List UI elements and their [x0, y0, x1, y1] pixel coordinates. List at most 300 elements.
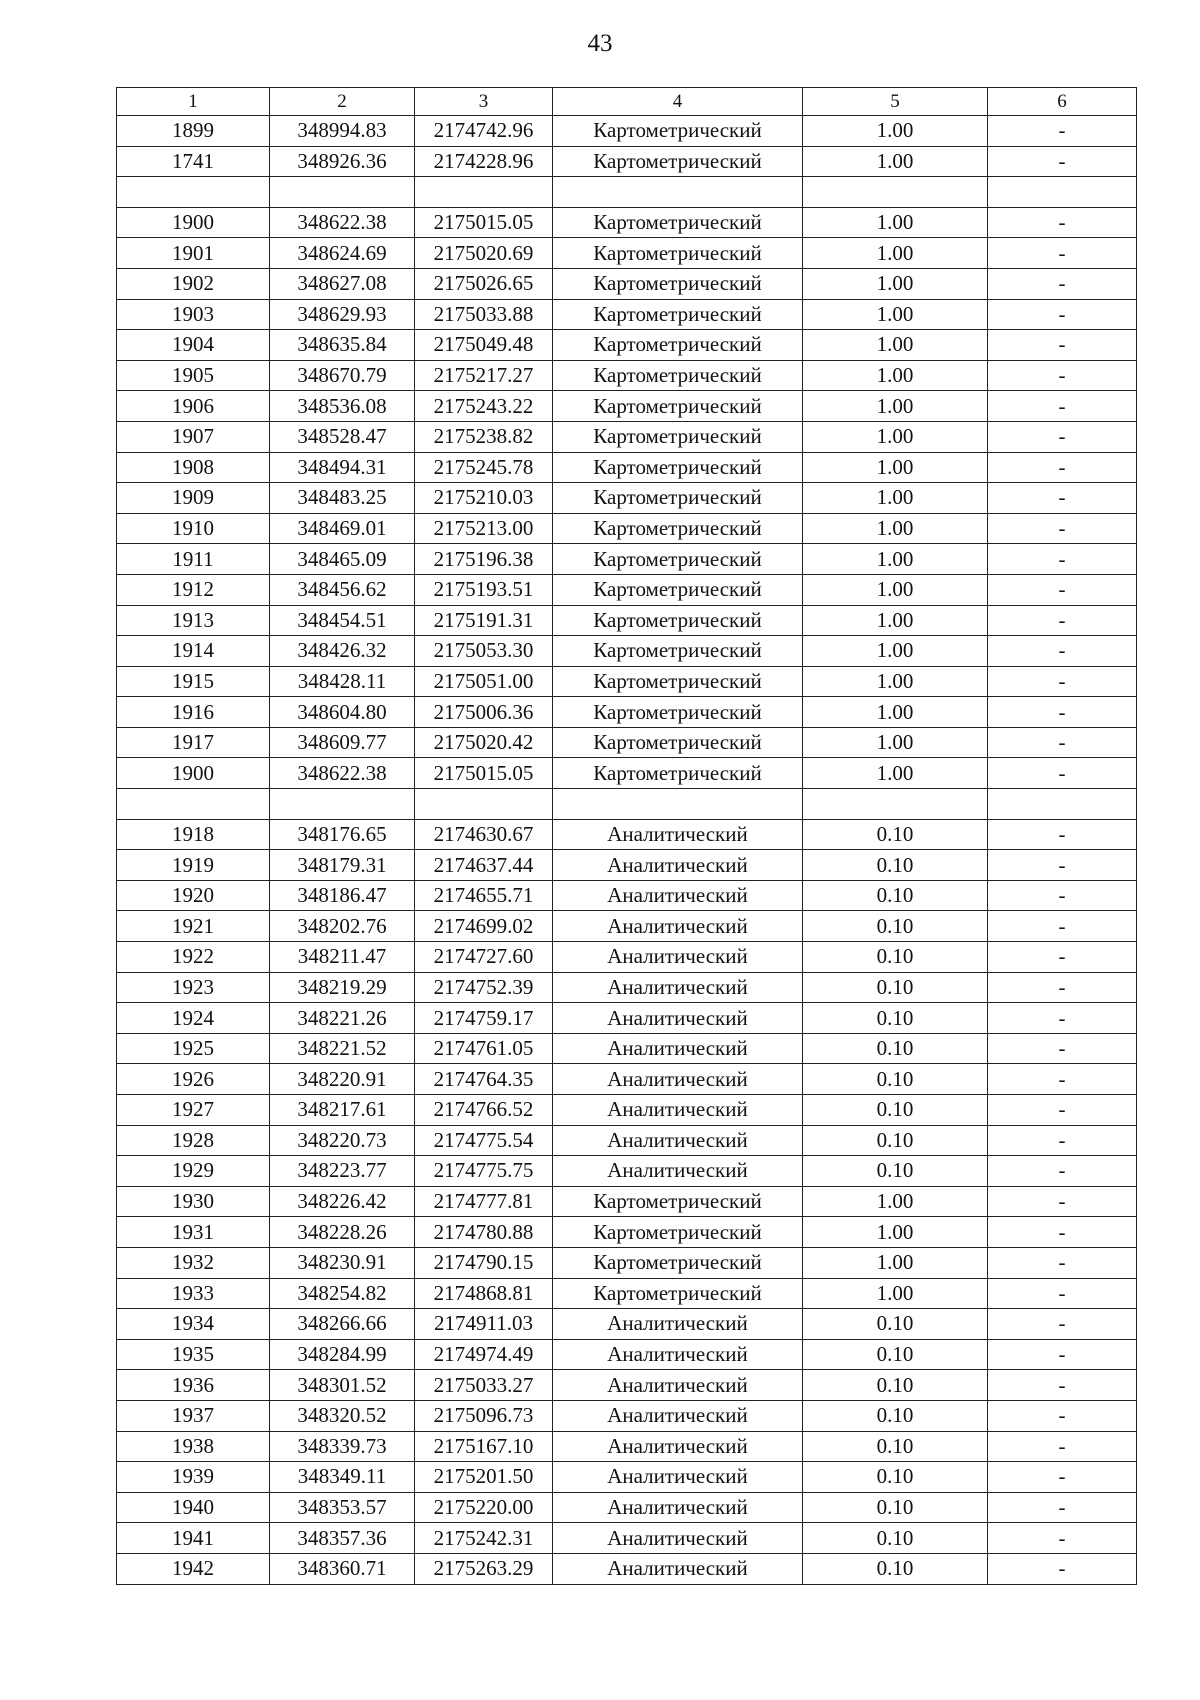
table-row [117, 1370, 1137, 1401]
table-row [117, 116, 1137, 147]
table-row [117, 268, 1137, 299]
table-row [117, 1523, 1137, 1554]
description-cell: - [988, 1370, 1137, 1401]
x-coordinate-cell: 348353.57 [270, 1492, 415, 1523]
accuracy-cell: 1.00 [803, 1247, 988, 1278]
accuracy-cell: 1.00 [803, 360, 988, 391]
description-cell: - [988, 360, 1137, 391]
method-cell: Картометрический [553, 452, 803, 483]
x-coordinate-cell: 348609.77 [270, 727, 415, 758]
y-coordinate-cell: 2175263.29 [415, 1553, 553, 1584]
description-cell: - [988, 421, 1137, 452]
y-coordinate-cell: 2175243.22 [415, 391, 553, 422]
table-row [117, 636, 1137, 667]
accuracy-cell: 1.00 [803, 666, 988, 697]
point-number-cell: 1899 [117, 116, 270, 147]
accuracy-cell: 0.10 [803, 1400, 988, 1431]
method-cell: Картометрический [553, 544, 803, 575]
x-coordinate-cell: 348454.51 [270, 605, 415, 636]
method-cell: Картометрический [553, 207, 803, 238]
accuracy-cell: 1.00 [803, 727, 988, 758]
method-cell: Картометрический [553, 697, 803, 728]
point-number-cell: 1935 [117, 1339, 270, 1370]
description-cell: - [988, 513, 1137, 544]
y-coordinate-cell: 2175220.00 [415, 1492, 553, 1523]
point-number-cell: 1929 [117, 1156, 270, 1187]
accuracy-cell: 1.00 [803, 636, 988, 667]
accuracy-cell: 0.10 [803, 1125, 988, 1156]
description-cell: - [988, 483, 1137, 514]
y-coordinate-cell: 2175210.03 [415, 483, 553, 514]
accuracy-cell: 1.00 [803, 605, 988, 636]
accuracy-cell: 0.10 [803, 1003, 988, 1034]
method-cell: Картометрический [553, 636, 803, 667]
x-coordinate-cell: 348635.84 [270, 330, 415, 361]
point-number-cell: 1942 [117, 1553, 270, 1584]
method-cell: Аналитический [553, 1033, 803, 1064]
description-cell: - [988, 574, 1137, 605]
y-coordinate-cell: 2174759.17 [415, 1003, 553, 1034]
point-number-cell: 1933 [117, 1278, 270, 1309]
description-cell: - [988, 758, 1137, 789]
method-cell: Аналитический [553, 850, 803, 881]
x-coordinate-cell: 348994.83 [270, 116, 415, 147]
method-cell: Аналитический [553, 1523, 803, 1554]
method-cell: Картометрический [553, 605, 803, 636]
x-coordinate-cell: 348220.73 [270, 1125, 415, 1156]
description-cell: - [988, 146, 1137, 177]
table-row [117, 1400, 1137, 1431]
description-cell: - [988, 1339, 1137, 1370]
x-coordinate-cell: 348622.38 [270, 207, 415, 238]
point-number-cell: 1913 [117, 605, 270, 636]
point-number-cell [117, 789, 270, 820]
accuracy-cell: 0.10 [803, 880, 988, 911]
accuracy-cell: 1.00 [803, 1186, 988, 1217]
table-row [117, 1003, 1137, 1034]
accuracy-cell: 0.10 [803, 1553, 988, 1584]
description-cell: - [988, 1278, 1137, 1309]
accuracy-cell: 1.00 [803, 207, 988, 238]
table-row [117, 911, 1137, 942]
y-coordinate-cell: 2175006.36 [415, 697, 553, 728]
x-coordinate-cell: 348230.91 [270, 1247, 415, 1278]
point-number-cell: 1915 [117, 666, 270, 697]
y-coordinate-cell: 2174775.75 [415, 1156, 553, 1187]
y-coordinate-cell: 2175245.78 [415, 452, 553, 483]
table-spacer-row [117, 789, 1137, 820]
description-cell: - [988, 880, 1137, 911]
method-cell: Картометрический [553, 1217, 803, 1248]
method-cell: Аналитический [553, 1003, 803, 1034]
x-coordinate-cell [270, 789, 415, 820]
x-coordinate-cell: 348266.66 [270, 1309, 415, 1340]
y-coordinate-cell: 2175051.00 [415, 666, 553, 697]
x-coordinate-cell: 348926.36 [270, 146, 415, 177]
point-number-cell: 1924 [117, 1003, 270, 1034]
x-coordinate-cell: 348360.71 [270, 1553, 415, 1584]
y-coordinate-cell: 2175020.69 [415, 238, 553, 269]
page-number: 43 [587, 30, 613, 57]
description-cell: - [988, 299, 1137, 330]
accuracy-cell: 1.00 [803, 513, 988, 544]
y-coordinate-cell: 2174761.05 [415, 1033, 553, 1064]
table-row [117, 207, 1137, 238]
table-row [117, 727, 1137, 758]
method-cell: Картометрический [553, 421, 803, 452]
x-coordinate-cell: 348176.65 [270, 819, 415, 850]
accuracy-cell: 0.10 [803, 1064, 988, 1095]
point-number-cell: 1927 [117, 1095, 270, 1126]
point-number-cell: 1940 [117, 1492, 270, 1523]
description-cell: - [988, 207, 1137, 238]
y-coordinate-cell: 2174868.81 [415, 1278, 553, 1309]
method-cell: Аналитический [553, 942, 803, 973]
x-coordinate-cell: 348536.08 [270, 391, 415, 422]
point-number-cell: 1941 [117, 1523, 270, 1554]
table-row [117, 299, 1137, 330]
point-number-cell: 1930 [117, 1186, 270, 1217]
point-number-cell: 1905 [117, 360, 270, 391]
description-cell [988, 177, 1137, 208]
y-coordinate-cell: 2175217.27 [415, 360, 553, 391]
point-number-cell: 1916 [117, 697, 270, 728]
description-cell: - [988, 850, 1137, 881]
table-row [117, 544, 1137, 575]
method-cell: Аналитический [553, 911, 803, 942]
x-coordinate-cell: 348528.47 [270, 421, 415, 452]
point-number-cell: 1938 [117, 1431, 270, 1462]
y-coordinate-cell: 2175096.73 [415, 1400, 553, 1431]
table-row [117, 942, 1137, 973]
point-number-cell: 1906 [117, 391, 270, 422]
method-cell: Аналитический [553, 1156, 803, 1187]
description-cell: - [988, 452, 1137, 483]
table-row [117, 513, 1137, 544]
description-cell: - [988, 605, 1137, 636]
y-coordinate-cell [415, 177, 553, 208]
y-coordinate-cell: 2174911.03 [415, 1309, 553, 1340]
method-cell: Аналитический [553, 1553, 803, 1584]
method-cell: Аналитический [553, 1125, 803, 1156]
method-cell: Картометрический [553, 758, 803, 789]
x-coordinate-cell: 348624.69 [270, 238, 415, 269]
table-row [117, 819, 1137, 850]
x-coordinate-cell: 348465.09 [270, 544, 415, 575]
point-number-cell: 1925 [117, 1033, 270, 1064]
description-cell: - [988, 942, 1137, 973]
description-cell: - [988, 1247, 1137, 1278]
point-number-cell: 1912 [117, 574, 270, 605]
accuracy-cell: 0.10 [803, 1370, 988, 1401]
table-row [117, 1217, 1137, 1248]
table-row [117, 758, 1137, 789]
method-cell [553, 789, 803, 820]
x-coordinate-cell: 348301.52 [270, 1370, 415, 1401]
accuracy-cell: 1.00 [803, 1278, 988, 1309]
y-coordinate-cell: 2174780.88 [415, 1217, 553, 1248]
description-cell: - [988, 727, 1137, 758]
table-row [117, 421, 1137, 452]
table-row [117, 1492, 1137, 1523]
y-coordinate-cell: 2174655.71 [415, 880, 553, 911]
table-body [117, 88, 1137, 1585]
y-coordinate-cell: 2175015.05 [415, 207, 553, 238]
x-coordinate-cell: 348254.82 [270, 1278, 415, 1309]
description-cell: - [988, 1186, 1137, 1217]
accuracy-cell: 0.10 [803, 1095, 988, 1126]
x-coordinate-cell: 348220.91 [270, 1064, 415, 1095]
method-cell: Картометрический [553, 483, 803, 514]
accuracy-cell: 1.00 [803, 299, 988, 330]
accuracy-cell: 1.00 [803, 238, 988, 269]
point-number-cell: 1908 [117, 452, 270, 483]
method-cell: Аналитический [553, 1339, 803, 1370]
accuracy-cell: 0.10 [803, 1339, 988, 1370]
y-coordinate-cell: 2175201.50 [415, 1462, 553, 1493]
table-row [117, 1033, 1137, 1064]
x-coordinate-cell: 348456.62 [270, 574, 415, 605]
x-coordinate-cell: 348357.36 [270, 1523, 415, 1554]
y-coordinate-cell: 2175015.05 [415, 758, 553, 789]
y-coordinate-cell: 2175242.31 [415, 1523, 553, 1554]
method-cell: Картометрический [553, 727, 803, 758]
description-cell: - [988, 238, 1137, 269]
table-row [117, 1064, 1137, 1095]
point-number-cell: 1917 [117, 727, 270, 758]
description-cell: - [988, 911, 1137, 942]
point-number-cell: 1903 [117, 299, 270, 330]
description-cell: - [988, 391, 1137, 422]
point-number-cell: 1918 [117, 819, 270, 850]
table-row [117, 1247, 1137, 1278]
accuracy-cell: 1.00 [803, 483, 988, 514]
method-cell: Аналитический [553, 1400, 803, 1431]
y-coordinate-cell: 2175033.88 [415, 299, 553, 330]
point-number-cell: 1901 [117, 238, 270, 269]
method-cell: Картометрический [553, 1186, 803, 1217]
point-number-cell: 1900 [117, 758, 270, 789]
method-cell: Аналитический [553, 1309, 803, 1340]
x-coordinate-cell: 348670.79 [270, 360, 415, 391]
y-coordinate-cell: 2174637.44 [415, 850, 553, 881]
method-cell: Аналитический [553, 1462, 803, 1493]
description-cell: - [988, 1462, 1137, 1493]
description-cell: - [988, 972, 1137, 1003]
accuracy-cell: 1.00 [803, 758, 988, 789]
accuracy-cell: 0.10 [803, 942, 988, 973]
accuracy-cell: 1.00 [803, 146, 988, 177]
description-cell: - [988, 1400, 1137, 1431]
description-cell: - [988, 1033, 1137, 1064]
x-coordinate-cell: 348228.26 [270, 1217, 415, 1248]
point-number-cell: 1909 [117, 483, 270, 514]
table-spacer-row [117, 177, 1137, 208]
point-number-cell: 1936 [117, 1370, 270, 1401]
method-cell [553, 177, 803, 208]
header-cell-3: 3 [415, 88, 553, 116]
point-number-cell: 1907 [117, 421, 270, 452]
method-cell: Аналитический [553, 1492, 803, 1523]
accuracy-cell: 1.00 [803, 268, 988, 299]
x-coordinate-cell: 348428.11 [270, 666, 415, 697]
y-coordinate-cell: 2174775.54 [415, 1125, 553, 1156]
accuracy-cell: 0.10 [803, 850, 988, 881]
x-coordinate-cell: 348226.42 [270, 1186, 415, 1217]
accuracy-cell: 1.00 [803, 452, 988, 483]
accuracy-cell: 1.00 [803, 1217, 988, 1248]
point-number-cell: 1926 [117, 1064, 270, 1095]
description-cell: - [988, 666, 1137, 697]
x-coordinate-cell: 348629.93 [270, 299, 415, 330]
description-cell: - [988, 1064, 1137, 1095]
table-row [117, 972, 1137, 1003]
header-cell-2: 2 [270, 88, 415, 116]
coordinates-table [116, 87, 1137, 1585]
description-cell: - [988, 697, 1137, 728]
method-cell: Картометрический [553, 513, 803, 544]
x-coordinate-cell: 348339.73 [270, 1431, 415, 1462]
y-coordinate-cell: 2174699.02 [415, 911, 553, 942]
y-coordinate-cell: 2175033.27 [415, 1370, 553, 1401]
point-number-cell: 1902 [117, 268, 270, 299]
method-cell: Аналитический [553, 972, 803, 1003]
x-coordinate-cell: 348211.47 [270, 942, 415, 973]
accuracy-cell: 0.10 [803, 819, 988, 850]
accuracy-cell [803, 177, 988, 208]
point-number-cell: 1937 [117, 1400, 270, 1431]
accuracy-cell: 0.10 [803, 911, 988, 942]
method-cell: Картометрический [553, 1278, 803, 1309]
table-row [117, 880, 1137, 911]
x-coordinate-cell: 348469.01 [270, 513, 415, 544]
accuracy-cell [803, 789, 988, 820]
description-cell: - [988, 1553, 1137, 1584]
table-row [117, 574, 1137, 605]
x-coordinate-cell: 348349.11 [270, 1462, 415, 1493]
y-coordinate-cell: 2175026.65 [415, 268, 553, 299]
method-cell: Картометрический [553, 391, 803, 422]
method-cell: Картометрический [553, 1247, 803, 1278]
accuracy-cell: 1.00 [803, 330, 988, 361]
x-coordinate-cell: 348219.29 [270, 972, 415, 1003]
y-coordinate-cell: 2174790.15 [415, 1247, 553, 1278]
table-row [117, 1462, 1137, 1493]
method-cell: Картометрический [553, 299, 803, 330]
x-coordinate-cell: 348223.77 [270, 1156, 415, 1187]
method-cell: Аналитический [553, 1064, 803, 1095]
accuracy-cell: 1.00 [803, 544, 988, 575]
point-number-cell: 1911 [117, 544, 270, 575]
x-coordinate-cell: 348483.25 [270, 483, 415, 514]
y-coordinate-cell: 2174752.39 [415, 972, 553, 1003]
y-coordinate-cell: 2175191.31 [415, 605, 553, 636]
header-cell-5: 5 [803, 88, 988, 116]
point-number-cell: 1900 [117, 207, 270, 238]
table-row [117, 605, 1137, 636]
table-row [117, 452, 1137, 483]
table-row [117, 850, 1137, 881]
method-cell: Картометрический [553, 574, 803, 605]
point-number-cell: 1939 [117, 1462, 270, 1493]
table-row [117, 666, 1137, 697]
description-cell: - [988, 268, 1137, 299]
point-number-cell: 1931 [117, 1217, 270, 1248]
table-row [117, 1125, 1137, 1156]
table-row [117, 1553, 1137, 1584]
method-cell: Аналитический [553, 880, 803, 911]
y-coordinate-cell: 2175238.82 [415, 421, 553, 452]
point-number-cell: 1741 [117, 146, 270, 177]
x-coordinate-cell: 348622.38 [270, 758, 415, 789]
description-cell: - [988, 1003, 1137, 1034]
description-cell: - [988, 819, 1137, 850]
accuracy-cell: 0.10 [803, 1033, 988, 1064]
x-coordinate-cell: 348217.61 [270, 1095, 415, 1126]
y-coordinate-cell: 2174727.60 [415, 942, 553, 973]
method-cell: Аналитический [553, 1431, 803, 1462]
table-row [117, 1339, 1137, 1370]
table-row [117, 1278, 1137, 1309]
description-cell: - [988, 636, 1137, 667]
table-row [117, 146, 1137, 177]
y-coordinate-cell [415, 789, 553, 820]
table-row [117, 483, 1137, 514]
y-coordinate-cell: 2175196.38 [415, 544, 553, 575]
description-cell [988, 789, 1137, 820]
description-cell: - [988, 1492, 1137, 1523]
description-cell: - [988, 330, 1137, 361]
accuracy-cell: 1.00 [803, 421, 988, 452]
method-cell: Картометрический [553, 146, 803, 177]
x-coordinate-cell: 348179.31 [270, 850, 415, 881]
method-cell: Картометрический [553, 116, 803, 147]
header-cell-6: 6 [988, 88, 1137, 116]
y-coordinate-cell: 2174766.52 [415, 1095, 553, 1126]
y-coordinate-cell: 2174764.35 [415, 1064, 553, 1095]
method-cell: Аналитический [553, 1370, 803, 1401]
method-cell: Аналитический [553, 819, 803, 850]
y-coordinate-cell: 2175020.42 [415, 727, 553, 758]
table-row [117, 330, 1137, 361]
point-number-cell: 1921 [117, 911, 270, 942]
table-row [117, 1156, 1137, 1187]
method-cell: Картометрический [553, 666, 803, 697]
x-coordinate-cell: 348221.52 [270, 1033, 415, 1064]
accuracy-cell: 1.00 [803, 116, 988, 147]
table-row [117, 697, 1137, 728]
y-coordinate-cell: 2174742.96 [415, 116, 553, 147]
description-cell: - [988, 1125, 1137, 1156]
accuracy-cell: 1.00 [803, 697, 988, 728]
x-coordinate-cell: 348494.31 [270, 452, 415, 483]
x-coordinate-cell [270, 177, 415, 208]
accuracy-cell: 0.10 [803, 1492, 988, 1523]
point-number-cell: 1920 [117, 880, 270, 911]
description-cell: - [988, 544, 1137, 575]
header-cell-1: 1 [117, 88, 270, 116]
point-number-cell: 1914 [117, 636, 270, 667]
x-coordinate-cell: 348202.76 [270, 911, 415, 942]
accuracy-cell: 0.10 [803, 1309, 988, 1340]
point-number-cell: 1934 [117, 1309, 270, 1340]
method-cell: Картометрический [553, 360, 803, 391]
accuracy-cell: 0.10 [803, 1462, 988, 1493]
method-cell: Картометрический [553, 238, 803, 269]
y-coordinate-cell: 2174777.81 [415, 1186, 553, 1217]
y-coordinate-cell: 2174974.49 [415, 1339, 553, 1370]
y-coordinate-cell: 2175053.30 [415, 636, 553, 667]
